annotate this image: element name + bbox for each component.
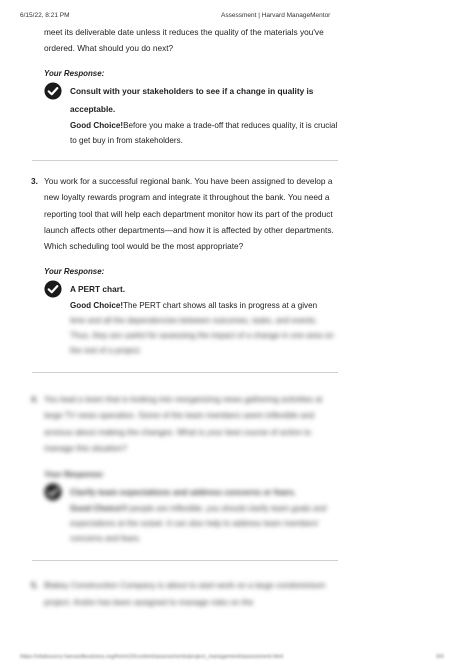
question-3 bbox=[32, 173, 338, 255]
answer-feedback bbox=[70, 501, 338, 546]
feedback-lead: Good Choice! bbox=[70, 504, 124, 514]
assessment-content bbox=[32, 24, 338, 610]
question-5-blurred bbox=[32, 577, 338, 610]
feedback-text: Before you make a trade-off that reduces quality, it is crucial to get buy in from stakeholders. bbox=[70, 120, 338, 145]
divider bbox=[32, 160, 338, 161]
print-page-number: 3/4 bbox=[436, 654, 444, 660]
answer-text: A PERT chart. bbox=[70, 283, 126, 294]
answer-feedback bbox=[70, 118, 338, 148]
print-url: https://vitalsource.harvardbusiness.org/hmm10/content/assessments/project_management/assessment.html bbox=[20, 654, 284, 660]
divider bbox=[32, 372, 338, 373]
response-label: Your Response: bbox=[44, 266, 105, 276]
question-number: 5. bbox=[31, 580, 38, 591]
response-label: Your Response: bbox=[44, 68, 105, 78]
feedback-lead: Good Choice! bbox=[70, 300, 124, 310]
question-5-text: Blakey Construction Company is about to start work on a large condominium project. Andre has been assigned to manage risks on the bbox=[44, 580, 326, 607]
question-5 bbox=[32, 577, 338, 610]
print-header bbox=[0, 0, 474, 22]
question-2 bbox=[32, 24, 338, 57]
question-3-answer bbox=[32, 280, 338, 358]
answer-feedback bbox=[70, 298, 338, 313]
response-label: Your Response: bbox=[44, 470, 105, 480]
feedback-text: The PERT chart shows all tasks in progress at a given bbox=[123, 300, 318, 310]
feedback-text: If people are inflexible, you should clarify team goals and expectations at the outset. It can also help to address team members' concerns and fears. bbox=[70, 504, 327, 544]
print-footer bbox=[0, 650, 474, 670]
answer-feedback-blurred: time and all the dependencies between outcomes, tasks, and events. Thus, they are useful for assessing the impact of a change in one area on the rest of a project. bbox=[70, 315, 334, 355]
print-title: Assessment | Harvard ManageMentor bbox=[221, 12, 331, 19]
question-2-answer bbox=[32, 82, 338, 148]
divider bbox=[32, 560, 338, 561]
answer-text: Clarify team expectations and address concerns or fears. bbox=[70, 487, 296, 498]
answer-text: Consult with your stakeholders to see if a change in quality is acceptable. bbox=[70, 85, 314, 114]
question-4-text: You lead a team that is looking into reorganizing news gathering activities at large TV news operation. Some of the team members seem inflexible and anxious about making the changes. What is your best course of action to manage this situation? bbox=[44, 393, 323, 454]
question-4-answer bbox=[32, 483, 338, 546]
question-4 bbox=[32, 391, 338, 457]
print-date: 6/15/22, 8:21 PM bbox=[20, 12, 70, 19]
feedback-lead: Good Choice! bbox=[70, 120, 124, 130]
question-4-blurred bbox=[32, 391, 338, 547]
question-number: 3. bbox=[31, 175, 38, 186]
check-circle-icon bbox=[44, 82, 62, 100]
question-number: 4. bbox=[31, 393, 38, 404]
check-circle-icon bbox=[44, 280, 62, 298]
check-circle-icon bbox=[44, 483, 62, 501]
question-2-text: meet its deliverable date unless it reduces the quality of the materials you've ordered. What should you do next? bbox=[44, 27, 324, 54]
question-3-text: You work for a successful regional bank. You have been assigned to develop a new loyalty rewards program and integrate it throughout the bank. You need a reporting tool that will help each department monitor how its part of the product launch affects other departments—and how it is affected by other departments. Which scheduling tool would be the most appropriate? bbox=[44, 175, 334, 252]
